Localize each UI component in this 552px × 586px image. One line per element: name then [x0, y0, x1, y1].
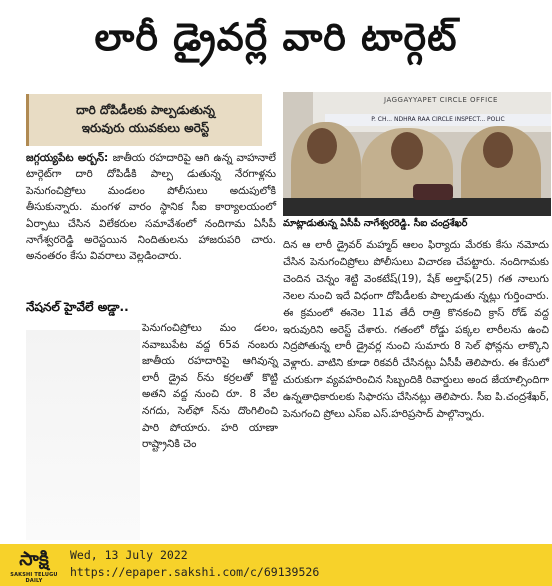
edition-date: Wed, 13 July 2022: [70, 548, 188, 562]
photo-banner: [313, 92, 551, 132]
press-table: [283, 198, 551, 216]
subheadline-box: [26, 94, 262, 146]
dateline: జగ్గయ్యపేట అర్బన్:: [26, 152, 113, 164]
narrow-column-text: పెనుగంచిప్రోలు మం డలం, నవాబుపేట వద్ద 65వ నంబరు జాతీయ రహదారిపై ఆగివున్న లారీ డ్రైవ ర్‌ను కర్రలతో కొట్టి అతని వద్ద నుంచి రూ. 8 వేల నగదు, సెల్‌ఫో న్‌ను దొంగిలించి పారి పోయారు. హరి యాణా రాష్ట్రానికి చెం: [142, 322, 278, 451]
blank-space: [26, 330, 140, 540]
sub-heading: నేషనల్ హైవేలే అడ్డా..: [26, 300, 129, 314]
photo-banner-sub: P. CH... NDHRA RAA CIRCLE INSPECT... POLIC: [325, 114, 551, 126]
officer-center-face: [391, 132, 423, 170]
intro-text: జాతీయ రహదారిపై ఆగి ఉన్న వాహనాలే టార్గెట్‌గా దారి దోపిడీకి పాల్ప డుతున్న నేరగాళ్లను పెనుగంచిప్రోలు మండలం పోలీసులు అదుపులోకి తీసుకున్నారు. మంగళ వారం స్థానిక సీఐ కార్యాలయంలో ఏర్పాటు చేసిన విలేకరుల సమావేశంలో నందిగామ ఏసీపీ నాగేశ్వరరెడ్డి అరెస్టయిన నిందితులను హాజరుపరి చారు. అనంతరం కేసు వివరాలు వెల్లడించారు.: [26, 152, 276, 263]
subheadline-line-2: ఇరువురు యువకులు అరెస్ట్: [81, 121, 210, 135]
right-column-text: దిన ఆ లారీ డ్రైవర్ మహ్మద్ ఆలం ఫిర్యాదు మేరకు కేసు నమోదు చేసిన పెనుగంచిప్రోలు పోలీసులు విచారణ చేపట్టారు. నందిగామకు చెందిన చెన్నం శెట్టి వెంకటేష్(19), షేక్ అల్తాఫ్(25) గత నాలుగు నెలల నుంచి ఇదే విధంగా దోపిడీలకు పాల్పడుతు న్నట్లు గుర్తించారు. ఈ క్రమంలో ఈనెల 11వ తేదీ రాత్రి కొనకంచి క్రాస్ రోడ్ వద్ద ఇరువురిని అరెస్ట్ చేశారు. గతంలో రోడ్డు పక్కల లారీలను ఉంచి నిద్రపోతున్న లారీ డ్రైవర్ల నుంచి సుమారు 8 సెల్ ఫోన్లను లాక్కొని వెళ్లారు. వాటిని కూడా రికవరీ చేసినట్లు ఏసీపీ తెలిపారు. ఈ కేసులో చురుకుగా వ్యవహరించిన సిబ్బందికి రివార్డులు అంద జేయాల్సిందిగా ఉన్నతాధికారులకు సిఫారసు చేసినట్లు తెలిపారు. సీఐ పి.చంద్రశేఖర్, పెనుగంచి ప్రోలు ఎస్‌ఐ ఎస్.హరిప్రసాద్ పాల్గొన్నారు.: [283, 239, 549, 421]
press-meet-photo: [283, 92, 551, 216]
officer-right-face: [483, 132, 513, 168]
officer-left-face: [307, 128, 337, 164]
logo-mark: సాక్షి: [19, 548, 49, 570]
logo-subtitle: SAKSHI TELUGU DAILY: [10, 572, 58, 584]
sakshi-logo: [6, 546, 62, 584]
epaper-url[interactable]: https://epaper.sakshi.com/c/69139526: [70, 565, 320, 579]
photo-caption: మాట్లాడుతున్న ఏసీపీ నాగేశ్వరరెడ్డి. సీఐ చంద్రశేఖర్: [283, 218, 468, 229]
intro-paragraph: [26, 150, 276, 265]
photo-banner-text: JAGGAYYAPET CIRCLE OFFICE: [384, 96, 498, 104]
subheadline-line-1: దారి దోపిడీలకు పాల్పడుతున్న: [76, 103, 215, 117]
headline: లారీ డ్రైవర్లే వారి టార్గెట్: [94, 15, 458, 59]
microphone: [413, 184, 453, 200]
whitespace: [26, 330, 140, 540]
footer-bar: [0, 544, 552, 586]
